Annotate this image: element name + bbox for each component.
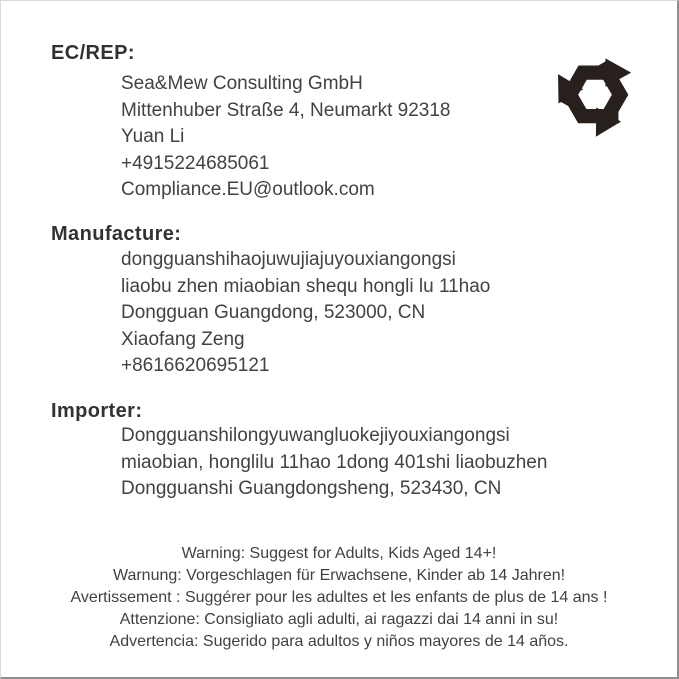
manufacture-line-city: Dongguan Guangdong, 523000, CN	[121, 302, 426, 323]
ecrep-line-phone: +4915224685061	[121, 152, 270, 174]
ecrep-line-email: Compliance.EU@outlook.com	[121, 179, 375, 200]
importer-lines	[121, 423, 547, 503]
importer-heading: Importer:	[51, 400, 143, 422]
warnings-block	[1, 543, 677, 653]
ecrep-line-address: Mittenhuber Straße 4, Neumarkt 92318	[121, 99, 451, 121]
manufacture-line-company: dongguanshihaojuwujiajuyouxiangongsi	[121, 249, 456, 270]
importer-line-city: Dongguanshi Guangdongsheng, 523430, CN	[121, 478, 502, 499]
manufacture-lines	[121, 247, 490, 380]
manufacture-line-phone: +8616620695121	[121, 355, 270, 376]
manufacture-heading: Manufacture:	[51, 223, 182, 245]
importer-line-address: miaobian, honglilu 11hao 1dong 401shi liaobuzhen	[121, 451, 548, 473]
recycling-symbol-svg	[538, 35, 652, 154]
manufacture-line-contact-name: Xiaofang Zeng	[121, 328, 245, 350]
ecrep-heading: EC/REP:	[51, 42, 135, 64]
recycling-icon	[538, 35, 652, 154]
ecrep-line-contact-name: Yuan Li	[121, 126, 185, 147]
manufacture-line-address: liaobu zhen miaobian shequ hongli lu 11hao	[121, 275, 491, 297]
ecrep-line-company: Sea&Mew Consulting GmbH	[121, 73, 363, 94]
ecrep-lines	[121, 71, 451, 204]
warning-line-de: Warnung: Vorgeschlagen für Erwachsene, Kinder ab 14 Jahren!	[112, 567, 566, 584]
importer-line-company: Dongguanshilongyuwangluokejiyouxiangongsi	[121, 425, 510, 446]
warning-line-en: Warning: Suggest for Adults, Kids Aged 14+!	[181, 545, 497, 562]
warning-line-it: Attenzione: Consigliato agli adulti, ai ragazzi dai 14 anni in su!	[119, 611, 559, 628]
warning-line-es: Advertencia: Sugerido para adultos y niños mayores de 14 años.	[109, 633, 569, 650]
warning-line-fr: Avertissement : Suggérer pour les adultes et les enfants de plus de 14 ans !	[70, 589, 608, 606]
